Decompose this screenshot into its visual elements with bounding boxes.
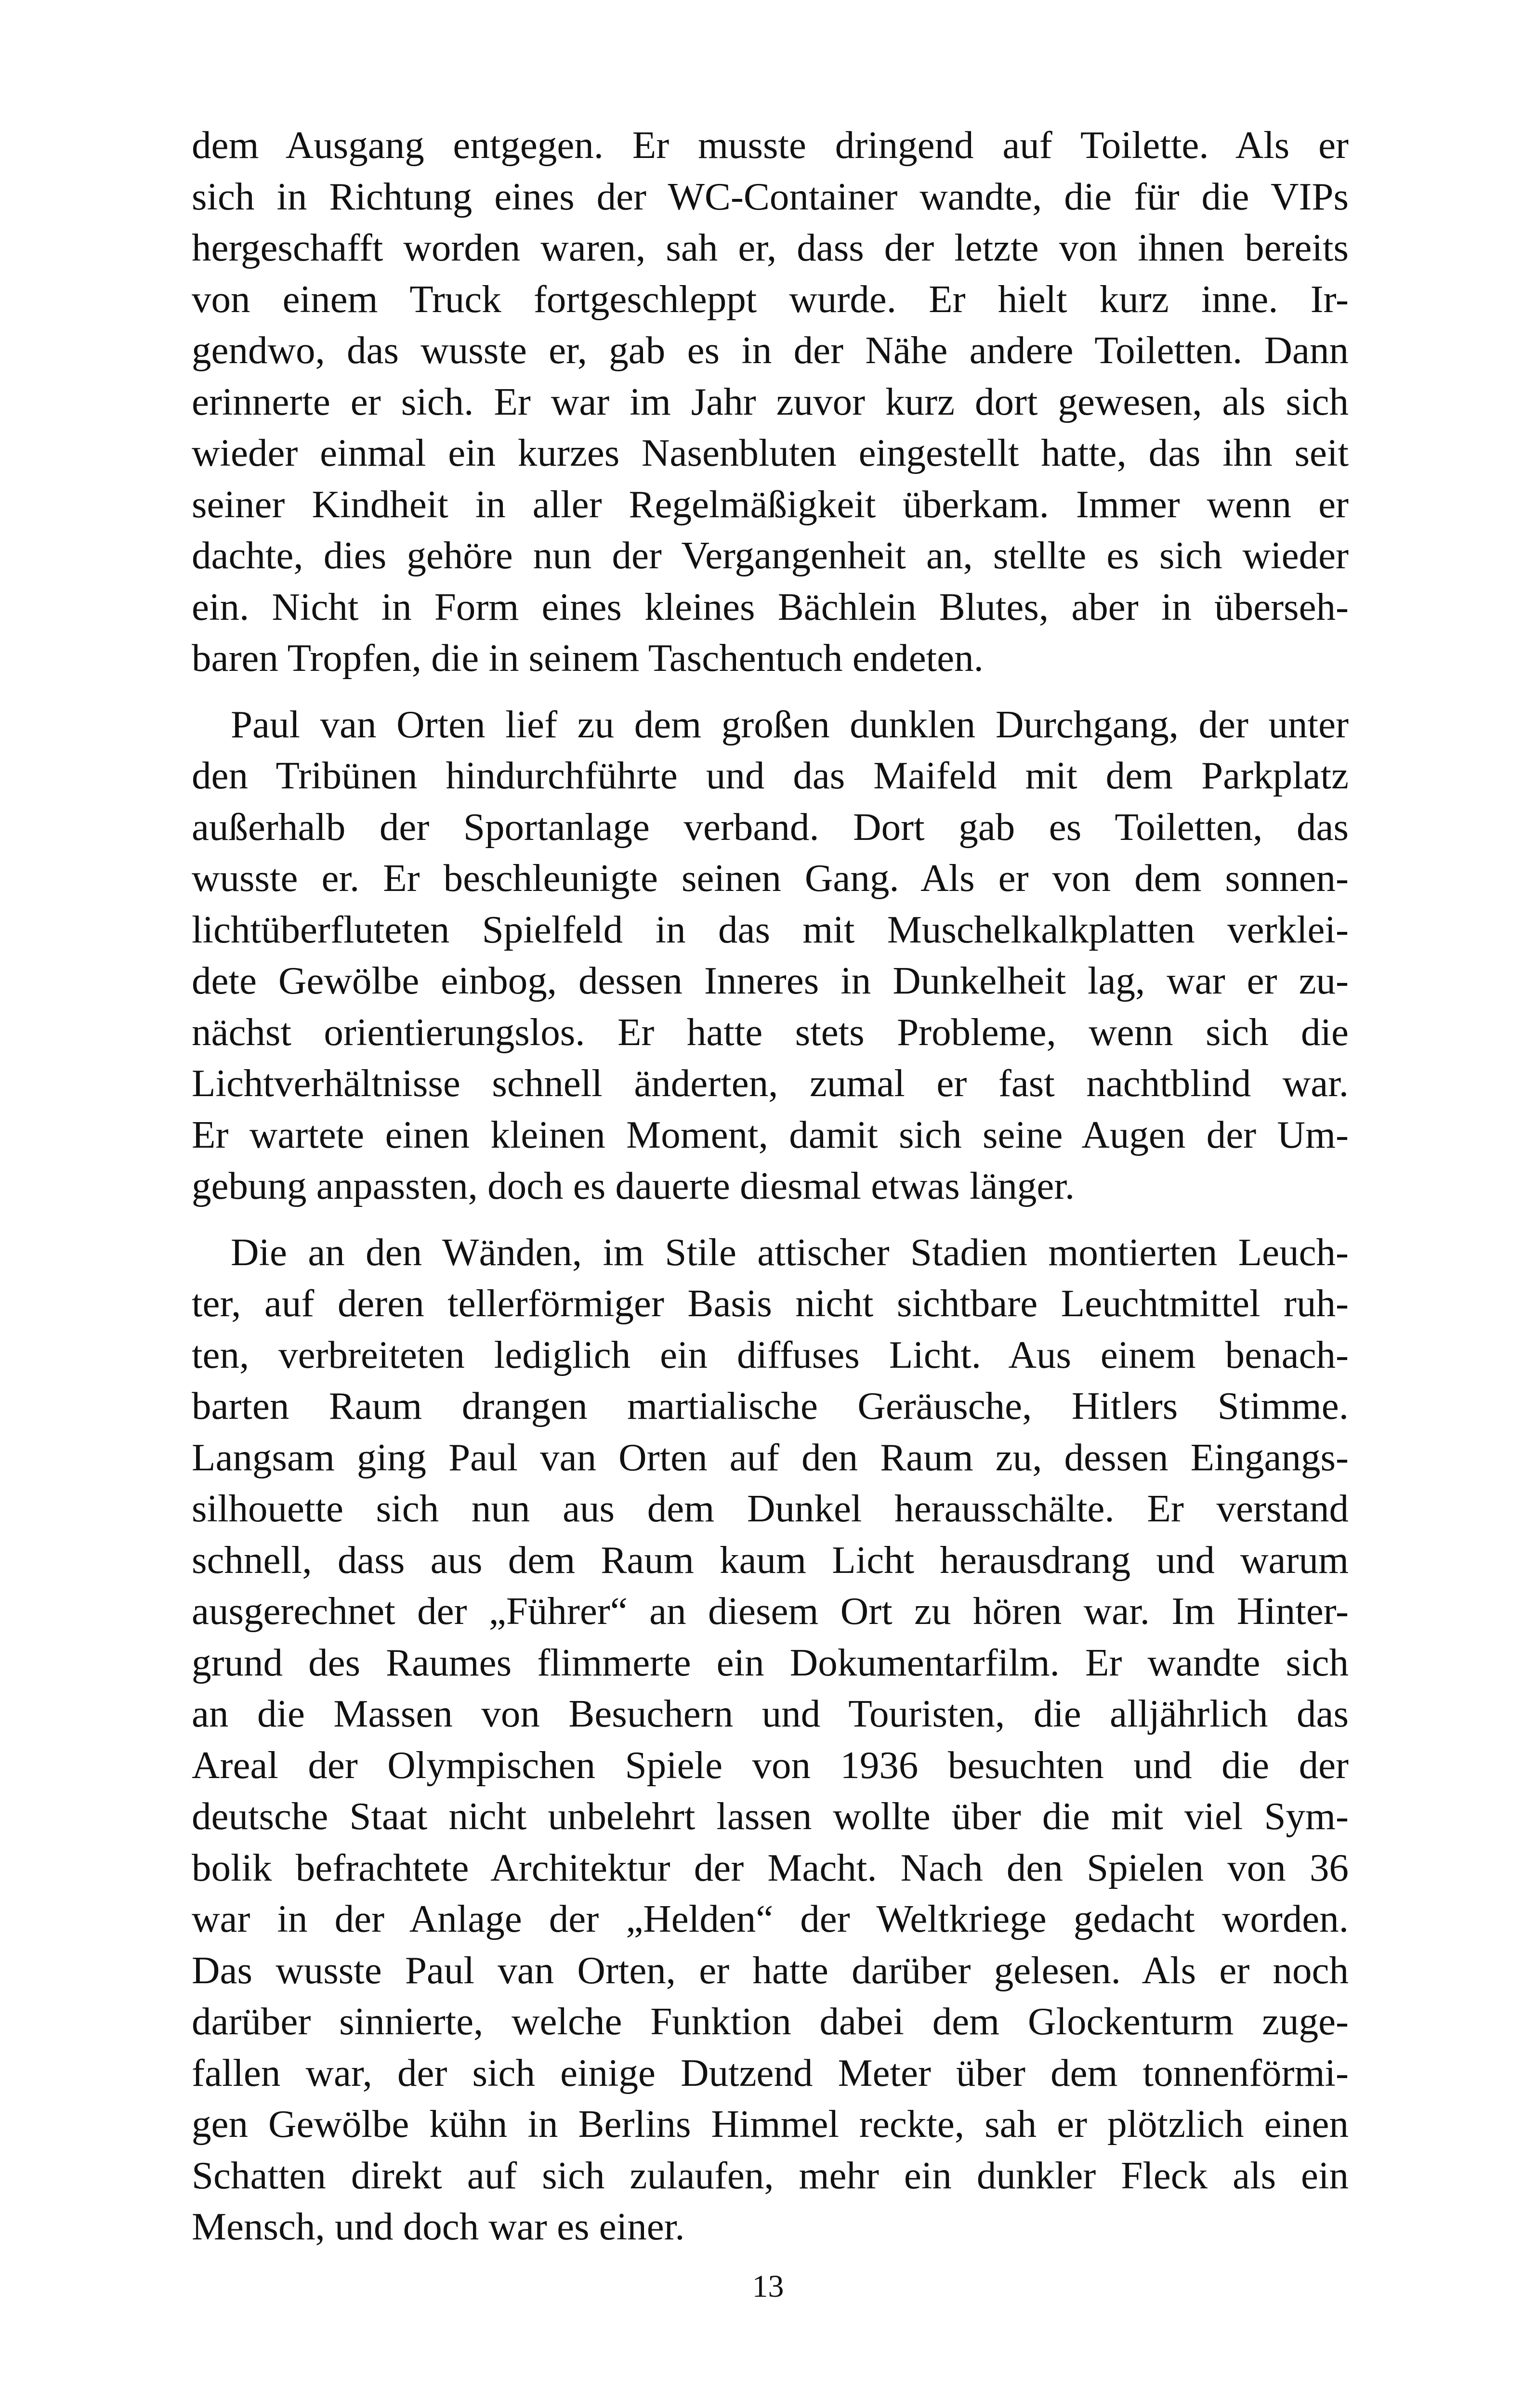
text-line: barten Raum drangen martialische Geräusche, Hitlers Stimme.: [192, 1384, 1349, 1427]
text-line: Schatten direkt auf sich zulaufen, mehr ein dunkler Fleck als ein: [192, 2153, 1349, 2197]
text-line: nächst orientierungslos. Er hatte stets Probleme, wenn sich die: [192, 1010, 1349, 1054]
text-line: bolik befrachtete Architektur der Macht. Nach den Spielen von 36: [192, 1845, 1349, 1889]
body-text: [192, 119, 1349, 2267]
text-line: Mensch, und doch war es einer.: [192, 2205, 685, 2248]
text-line: ten, verbreiteten lediglich ein diffuses Licht. Aus einem benach-: [192, 1333, 1349, 1376]
text-line: darüber sinnierte, welche Funktion dabei dem Glockenturm zuge-: [192, 2000, 1349, 2043]
text-line: dete Gewölbe einbog, dessen Inneres in Dunkelheit lag, war er zu-: [192, 959, 1349, 1002]
text-line: gebung anpassten, doch es dauerte diesmal etwas länger.: [192, 1164, 1075, 1207]
paragraph: [192, 119, 1349, 684]
text-line: erinnerte er sich. Er war im Jahr zuvor kurz dort gewesen, als sich: [192, 380, 1349, 423]
text-line: außerhalb der Sportanlage verband. Dort gab es Toiletten, das: [192, 805, 1349, 849]
text-line: Das wusste Paul van Orten, er hatte darüber gelesen. Als er noch: [192, 1948, 1349, 1992]
text-line: Er wartete einen kleinen Moment, damit sich seine Augen der Um-: [192, 1112, 1349, 1156]
text-line: gen Gewölbe kühn in Berlins Himmel reckte, sah er plötzlich einen: [192, 2102, 1349, 2146]
page-number: 13: [752, 2269, 784, 2304]
text-line: an die Massen von Besuchern und Touristen, die alljährlich das: [192, 1692, 1349, 1735]
text-line: Langsam ging Paul van Orten auf den Raum zu, dessen Eingangs-: [192, 1435, 1349, 1479]
paragraph: [192, 1227, 1349, 2252]
text-line: silhouette sich nun aus dem Dunkel herausschälte. Er verstand: [192, 1487, 1349, 1530]
text-line: baren Tropfen, die in seinem Taschentuch endeten.: [192, 636, 984, 680]
text-line: ausgerechnet der „Führer“ an diesem Ort zu hören war. Im Hinter-: [192, 1589, 1349, 1633]
text-line: von einem Truck fortgeschleppt wurde. Er hielt kurz inne. Ir-: [192, 277, 1349, 321]
text-line: wusste er. Er beschleunigte seinen Gang. Als er von dem sonnen-: [192, 856, 1349, 900]
text-line: dem Ausgang entgegen. Er musste dringend auf Toilette. Als er: [192, 123, 1349, 167]
text-line: dachte, dies gehöre nun der Vergangenheit an, stellte es sich wieder: [192, 534, 1349, 577]
text-line: deutsche Staat nicht unbelehrt lassen wollte über die mit viel Sym-: [192, 1794, 1349, 1838]
text-line: war in der Anlage der „Helden“ der Weltkriege gedacht worden.: [192, 1897, 1349, 1940]
text-line: grund des Raumes flimmerte ein Dokumentarfilm. Er wandte sich: [192, 1640, 1349, 1684]
text-line: ter, auf deren tellerförmiger Basis nicht sichtbare Leuchtmittel ruh-: [192, 1282, 1349, 1325]
text-line: hergeschafft worden waren, sah er, dass der letzte von ihnen bereits: [192, 226, 1349, 269]
text-line: Areal der Olympischen Spiele von 1936 besuchten und die der: [192, 1743, 1349, 1787]
text-line: fallen war, der sich einige Dutzend Meter über dem tonnenförmi-: [192, 2051, 1349, 2094]
text-line: ein. Nicht in Form eines kleines Bächlein Blutes, aber in überseh-: [192, 585, 1349, 628]
paragraph: [192, 699, 1349, 1212]
text-line: Lichtverhältnisse schnell änderten, zumal er fast nachtblind war.: [192, 1061, 1349, 1105]
text-line: wieder einmal ein kurzes Nasenbluten eingestellt hatte, das ihn seit: [192, 431, 1349, 474]
text-line: lichtüberfluteten Spielfeld in das mit Muschelkalkplatten verklei-: [192, 907, 1349, 951]
text-line: schnell, dass aus dem Raum kaum Licht herausdrang und warum: [192, 1538, 1349, 1582]
text-line: den Tribünen hindurchführte und das Maifeld mit dem Parkplatz: [192, 754, 1349, 797]
text-line: seiner Kindheit in aller Regelmäßigkeit überkam. Immer wenn er: [192, 482, 1349, 526]
text-line: sich in Richtung eines der WC-Container wandte, die für die VIPs: [192, 174, 1349, 218]
text-line: gendwo, das wusste er, gab es in der Nähe andere Toiletten. Dann: [192, 328, 1349, 372]
text-line: Die an den Wänden, im Stile attischer Stadien montierten Leuch-: [231, 1230, 1349, 1274]
text-line: Paul van Orten lief zu dem großen dunklen Durchgang, der unter: [231, 702, 1349, 746]
